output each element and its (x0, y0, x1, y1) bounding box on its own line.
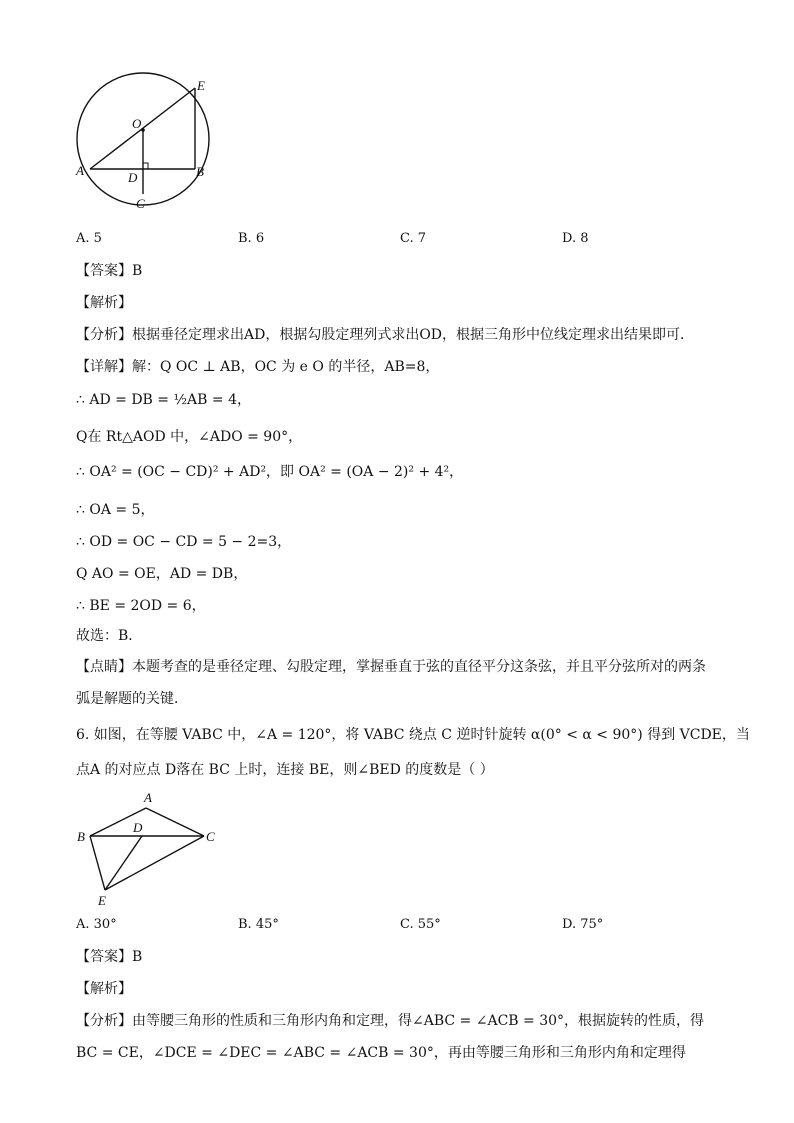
q5-analysis: 【分析】根据垂径定理求出AD，根据勾股定理列式求出OD，根据三角形中位线定理求出结果即可． (76, 327, 695, 343)
q6-choice-d[interactable]: D. 75° (562, 917, 604, 932)
side-be (90, 836, 105, 890)
q6-choice-a[interactable]: A. 30° (76, 917, 117, 932)
label-a: A (144, 790, 152, 805)
q5-detail-line-6: ∴ OD = OC − CD = 5 − 2=3， (76, 534, 292, 550)
q6-analysis-header: 【解析】 (76, 981, 132, 997)
q6-analysis-line-2: BC = CE，∠DCE = ∠DEC = ∠ABC = ∠ACB = 30°，再由等腰三角形和三角形内角和定理得 (76, 1045, 686, 1061)
side-ac (146, 808, 204, 836)
center-point (141, 128, 145, 132)
right-angle-mark (143, 163, 148, 169)
q5-detail-line-3: Q在 Rt△AOD 中，∠ADO = 90°， (76, 429, 303, 445)
q5-detail-line-4: ∴ OA² = (OC − CD)² + AD²，即 OA² = (OA − 2)² + 4²， (76, 464, 464, 480)
q6-choice-c[interactable]: C. 55° (400, 917, 441, 932)
label-d: D (133, 820, 143, 835)
label-b: B (77, 829, 85, 844)
label-c: C (136, 196, 145, 211)
q5-detail-line-7: Q AO = OE，AD = DB， (76, 566, 248, 582)
side-ce (105, 836, 204, 890)
label-e: E (98, 893, 106, 908)
q5-detail-line-5: ∴ OA = 5， (76, 502, 155, 518)
q5-detail-line-8: ∴ BE = 2OD = 6， (76, 598, 206, 614)
label-d: D (128, 170, 138, 185)
q6-analysis-line-1: 【分析】由等腰三角形的性质和三角形内角和定理，得∠ABC = ∠ACB = 30°，根据旋转的性质，得 (76, 1013, 705, 1029)
q6-answer: 【答案】B (76, 949, 143, 965)
label-o: O (132, 116, 142, 131)
q5-choice-b[interactable]: B. 6 (238, 231, 265, 246)
q6-stem-line-1: 6. 如图，在等腰 VABC 中，∠A = 120°，将 VABC 绕点 C 逆时针旋转 α(0° < α < 90°) 得到 VCDE，当 (76, 727, 750, 743)
q5-detail-line-2: ∴ AD = DB = ½AB = 4， (76, 392, 251, 408)
q5-choice-c[interactable]: C. 7 (400, 231, 427, 246)
q5-choice-d[interactable]: D. 8 (562, 231, 589, 246)
side-de (105, 836, 142, 890)
q5-analysis-header: 【解析】 (76, 295, 132, 311)
q6-choice-b[interactable]: B. 45° (238, 917, 279, 932)
label-a: A (76, 163, 84, 178)
label-b: B (196, 164, 204, 179)
label-e: E (197, 78, 205, 93)
q6-figure (72, 785, 222, 910)
q5-answer: 【答案】B (76, 263, 143, 279)
q5-comment-line-2: 弧是解题的关键． (76, 691, 188, 707)
q5-detail-line-1: 【详解】解：Q OC ⊥ AB，OC 为 e O 的半径，AB=8， (76, 359, 440, 375)
q5-detail-line-9: 故选：B． (76, 628, 143, 644)
q5-figure (70, 72, 220, 217)
q6-stem-line-2: 点A 的对应点 D落在 BC 上时，连接 BE，则∠BED 的度数是（ ） (76, 762, 494, 778)
label-c: C (206, 829, 215, 844)
q5-choices (76, 231, 716, 251)
q5-comment-line-1: 【点睛】本题考查的是垂径定理、勾股定理，掌握垂直于弦的直径平分这条弦，并且平分弦所对的两条 (76, 659, 706, 675)
q5-choice-a[interactable]: A. 5 (76, 231, 102, 246)
q6-choices (76, 917, 716, 937)
